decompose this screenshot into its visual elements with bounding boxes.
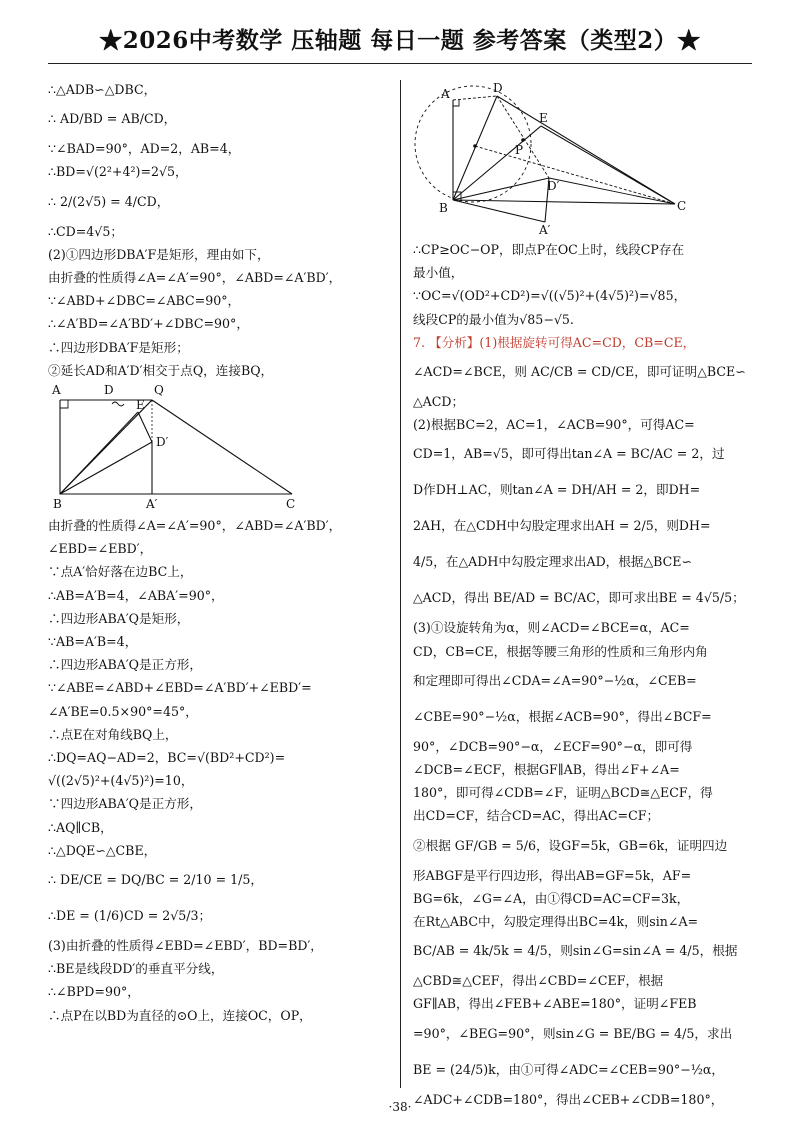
label-D-prime: D′ [547,179,560,193]
label-D-prime: D′ [156,435,169,450]
text-line: ∴CP≥OC−OP，即点P在OC上时，线段CP存在 [413,242,685,257]
text-line: 最小值， [413,265,464,281]
right-column [413,238,758,1111]
text-line: CD，CB=CE，根据等腰三角形的性质和三角形内角 [413,643,708,659]
text-line: ∠DCB=∠ECF，根据GF∥AB，得出∠F+∠A= [413,762,680,778]
text-line: ∴△ADB∽△DBC， [48,82,157,97]
text-line: ∴∠A′BD=∠A′BD′+∠DBC=90°， [48,316,249,332]
text-line: =90°，∠BEG=90°，则sin∠G = BE/BG = 4/5，求出 [413,1025,733,1041]
text-line: 由折叠的性质得∠A=∠A′=90°，∠ABD=∠A′BD′， [48,270,342,286]
text-line: √((2√5)²+(4√5)²)=10， [48,773,194,789]
label-C: C [677,199,687,213]
text-line: ∴四边形DBA′F是矩形； [48,339,189,355]
label-E: E [136,398,145,413]
text-line: 90°，∠DCB=90°−α，∠ECF=90°−α，即可得 [413,738,693,754]
text-line: 180°，即可得∠CDB=∠F，证明△BCD≅△ECF，得 [413,785,713,801]
label-E: E [539,111,548,125]
text-line: ∠A′BE=0.5×90°=45°， [48,703,198,719]
text-line: 2AH，在△CDH中勾股定理求出AH = 2/5，则DH= [413,518,711,534]
label-A: A [52,383,61,398]
text-line: ∵OC=√(OD²+CD²)=√((√5)²+(4√5)²)=√85， [413,288,687,304]
text-line: ∴BE是线段DD′的垂直平分线， [48,961,224,977]
text-line: ∠CBE=90°−½α，根据∠ACB=90°，得出∠BCF= [413,708,712,724]
text-line: 由折叠的性质得∠A=∠A′=90°，∠ABD=∠A′BD′， [48,518,342,534]
label-A-prime: A′ [539,223,551,234]
text-line: BC/AB = 4k/5k = 4/5，则sin∠G=sin∠A = 4/5，根据 [413,943,738,959]
text-line: ∴四边形ABA′Q是正方形， [48,657,202,673]
label-A-prime: A′ [146,497,158,512]
text-line: ∴DQ=AQ−AD=2，BC=√(BD²+CD²)= [48,750,286,766]
label-D: D [493,82,503,95]
text-line: ②延长AD和A′D′相交于点Q，连接BQ， [48,362,274,378]
text-line: △CBD≅△CEF，得出∠CBD=∠CEF，根据 [413,973,664,989]
page-number: ·38· [388,1100,412,1114]
text-line: GF∥AB，得出∠FEB+∠ABE=180°，证明∠FEB [413,996,697,1012]
text-line: ②根据 GF/GB = 5/6，设GF=5k，GB=6k，证明四边 [413,837,728,853]
label-D: D [104,383,114,398]
text-line: BG=6k，∠G=∠A，由①得CD=AC=CF=3k， [413,890,690,906]
analysis-line: 7. 【分析】(1)根据旋转可得AC=CD，CB=CE， [413,334,696,350]
label-P: P [515,143,524,157]
text-line: D作DH⊥AC，则tan∠A = DH/AH = 2，即DH= [413,482,701,498]
text-line: 4/5，在△ADH中勾股定理求出AD，根据△BCE∽ [413,554,692,570]
text-line: ∴ AD/BD = AB/CD， [48,111,177,127]
text-line: ∴四边形ABA′Q是矩形， [48,610,190,626]
text-line: (2)①四边形DBA′F是矩形，理由如下， [48,246,270,262]
text-line: ∴AQ∥CB， [48,819,113,835]
label-B: B [439,201,448,215]
text-line: ∠ACD=∠BCE，则 AC/CB = CD/CE，即可证明△BCE∽ [413,364,746,380]
text-line: ∵∠BAD=90°，AD=2，AB=4， [48,141,241,157]
text-line: ∴点P在以BD为直径的⊙O上，连接OC，OP， [48,1007,312,1023]
text-line: (3)由折叠的性质得∠EBD=∠EBD′，BD=BD′， [48,938,323,954]
text-line: ∵AB=A′B=4， [48,634,138,650]
text-line: △ACD； [413,394,465,410]
text-line: ∠EBD=∠EBD′， [48,541,153,557]
text-line: 和定理即可得出∠CDA=∠A=90°−½α，∠CEB= [413,672,697,688]
text-line: ∴ DE/CE = DQ/BC = 2/10 = 1/5， [48,872,263,888]
text-line: BE = (24/5)k，由①可得∠ADC=∠CEB=90°−½α， [413,1061,725,1077]
text-line: ∴△DQE∽△CBE， [48,842,157,858]
text-line: ∵∠ABE=∠ABD+∠EBD=∠A′BD′+∠EBD′= [48,680,312,696]
text-line: 线段CP的最小值为√85−√5. [413,311,574,327]
label-Q: Q [154,383,164,398]
column-divider [400,80,401,1088]
text-line: ∵点A′恰好落在边BC上， [48,564,193,580]
text-line: ∴点E在对角线BQ上， [48,726,178,742]
square-fold-figure [48,382,348,514]
text-line: 在Rt△ABC中，勾股定理得出BC=4k，则sin∠A= [413,914,699,930]
header-rule [48,63,752,64]
left-column [48,78,393,1027]
text-line: ∵四边形ABA′Q是正方形， [48,796,202,812]
text-line: ∴ 2/(2√5) = 4/CD， [48,193,170,209]
text-line: ∴DE = (1/6)CD = 2√5/3； [48,908,212,924]
text-line: (3)①设旋转角为α，则∠ACD=∠BCE=α，AC= [413,620,690,636]
text-line: △ACD，得出 BE/AD = BC/AC，即可求出BE = 4√5/5； [413,590,745,606]
text-line: ∴BD=√(2²+4²)=2√5， [48,164,188,180]
page-title: ★2026中考数学 压轴题 每日一题 参考答案（类型2）★ [99,27,701,54]
text-line: 出CD=CF，结合CD=AC，得出AC=CF； [413,808,660,824]
text-line: ∠ADC+∠CDB=180°，得出∠CEB+∠CDB=180°， [413,1091,724,1107]
text-line: ∴∠BPD=90°， [48,984,140,1000]
text-line: CD=1，AB=√5，即可得出tan∠A = BC/AC = 2，过 [413,446,725,462]
label-A: A [441,87,450,101]
text-line: 形ABGF是平行四边形，得出AB=GF=5k，AF= [413,867,692,883]
label-B: B [53,497,62,512]
text-line: ∵∠ABD+∠DBC=∠ABC=90°， [48,293,241,309]
circle-fold-figure [413,82,703,234]
text-line: ∴AB=A′B=4，∠ABA′=90°， [48,587,224,603]
text-line: ∴CD=4√5； [48,223,123,239]
label-C: C [286,497,296,512]
text-line: (2)根据BC=2，AC=1，∠ACB=90°，可得AC= [413,417,695,433]
